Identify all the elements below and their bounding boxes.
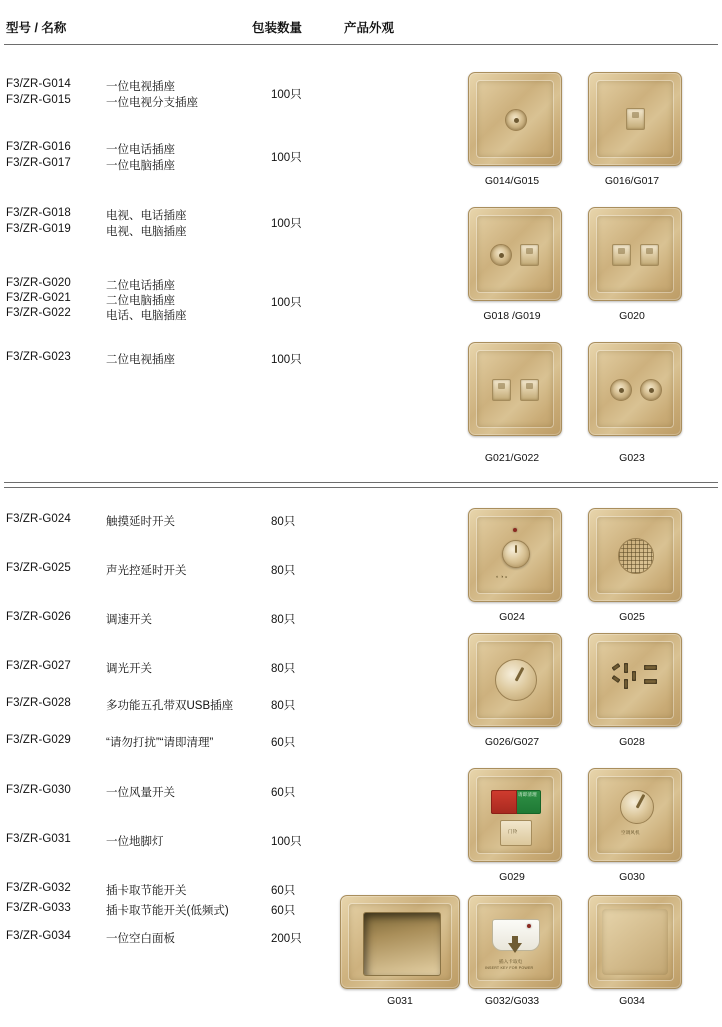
product-code: F3/ZR-G015 (6, 94, 71, 106)
product-qty: 100只 (271, 89, 302, 101)
product-image-g025 (588, 508, 682, 602)
wall-plate (588, 768, 682, 862)
data-jack-icon (612, 244, 631, 266)
socket-hole (624, 679, 628, 689)
wall-plate (588, 508, 682, 602)
wall-plate (468, 207, 562, 301)
image-caption: G029 (499, 871, 525, 883)
tv-jack-icon (640, 379, 662, 401)
product-name: 一位电视分支插座 (106, 97, 198, 109)
wall-plate (468, 768, 562, 862)
plate-face (482, 356, 548, 422)
product-image-g018-g019 (468, 207, 562, 301)
fan-speed-dial-icon (620, 790, 654, 824)
plate-face (482, 522, 548, 588)
plate-face (602, 86, 668, 152)
product-code: F3/ZR-G021 (6, 292, 71, 304)
product-code: F3/ZR-G026 (6, 611, 71, 623)
image-caption: G014/G015 (484, 175, 540, 187)
product-code: F3/ZR-G018 (6, 207, 71, 219)
product-name: 一位电话插座 (106, 144, 175, 156)
product-code: F3/ZR-G033 (6, 902, 71, 914)
product-code: F3/ZR-G017 (6, 157, 71, 169)
product-code: F3/ZR-G025 (6, 562, 71, 574)
product-name: 插卡取节能开关 (106, 885, 187, 897)
socket-hole (632, 671, 636, 681)
product-name: 一位地脚灯 (106, 836, 164, 848)
wall-plate (588, 633, 682, 727)
wall-plate (468, 508, 562, 602)
image-caption: G030 (619, 871, 645, 883)
product-code: F3/ZR-G019 (6, 223, 71, 235)
product-code: F3/ZR-G023 (6, 351, 71, 363)
product-image-g026-g027 (468, 633, 562, 727)
product-code: F3/ZR-G030 (6, 784, 71, 796)
table-header (0, 18, 722, 42)
data-jack-icon (520, 244, 539, 266)
product-name: 调光开关 (106, 663, 152, 675)
header-divider (4, 44, 718, 45)
plate-microtext: ◐ ◑ ◒ (496, 574, 508, 579)
plate-face (482, 221, 548, 287)
product-name: 触摸延时开关 (106, 516, 175, 528)
product-qty: 60只 (271, 787, 296, 799)
product-image-g032-g033 (468, 895, 562, 989)
image-caption: G034 (619, 995, 645, 1007)
product-qty: 200只 (271, 933, 302, 945)
panel-label-bell: 门铃 (508, 829, 518, 834)
product-image-g023 (588, 342, 682, 436)
touch-button-icon (502, 540, 530, 568)
socket-hole (624, 663, 628, 673)
data-jack-icon (626, 108, 645, 130)
product-image-g031 (340, 895, 460, 989)
product-image-g024 (468, 508, 562, 602)
product-qty: 80只 (271, 663, 296, 675)
product-code: F3/ZR-G032 (6, 882, 71, 894)
product-image-g030 (588, 768, 682, 862)
wall-plate (588, 207, 682, 301)
product-image-g021-g022 (468, 342, 562, 436)
product-qty: 80只 (271, 516, 296, 528)
product-qty: 100只 (271, 354, 302, 366)
blank-face (602, 909, 668, 975)
product-qty: 100只 (271, 836, 302, 848)
plate-face (602, 221, 668, 287)
socket-hole (612, 663, 621, 671)
panel-label-insert-en: INSERT KEY FOR POWER (485, 966, 534, 970)
plate-face (482, 86, 548, 152)
wall-plate (468, 342, 562, 436)
column-header-model-name: 型号 / 名称 (6, 21, 67, 35)
product-code: F3/ZR-G028 (6, 697, 71, 709)
product-name: 二位电话插座 (106, 280, 175, 292)
tv-jack-icon (505, 109, 527, 131)
product-qty: 60只 (271, 885, 296, 897)
image-caption: G031 (387, 995, 413, 1007)
plate-face (482, 647, 548, 713)
product-name: 电视、电话插座 (106, 210, 187, 222)
product-name: 调速开关 (106, 614, 152, 626)
product-image-g020 (588, 207, 682, 301)
product-qty: 80只 (271, 565, 296, 577)
product-qty: 100只 (271, 218, 302, 230)
image-caption: G028 (619, 736, 645, 748)
product-name: 一位电脑插座 (106, 160, 175, 172)
doorbell-button[interactable] (500, 820, 532, 846)
product-name: 电话、电脑插座 (106, 310, 187, 322)
rotary-dial-icon (495, 659, 537, 701)
image-caption: G032/G033 (484, 995, 540, 1007)
product-code: F3/ZR-G022 (6, 307, 71, 319)
product-qty: 80只 (271, 614, 296, 626)
do-not-disturb-panel (491, 790, 517, 814)
grille-mesh (619, 539, 653, 573)
wall-plate (588, 342, 682, 436)
usb-port-icon (644, 679, 657, 684)
product-image-g029 (468, 768, 562, 862)
column-header-appearance: 产品外观 (344, 21, 395, 35)
data-jack-icon (640, 244, 659, 266)
plate-face (602, 522, 668, 588)
image-caption: G024 (499, 611, 525, 623)
product-qty: 60只 (271, 737, 296, 749)
product-image-g034 (588, 895, 682, 989)
footlight-recess (363, 912, 441, 976)
product-code: F3/ZR-G014 (6, 78, 71, 90)
product-image-g016-g017 (588, 72, 682, 166)
product-qty: 60只 (271, 905, 296, 917)
product-name: 电视、电脑插座 (106, 226, 187, 238)
product-name: 声光控延时开关 (106, 565, 187, 577)
product-name: 二位电视插座 (106, 354, 175, 366)
product-image-g028 (588, 633, 682, 727)
product-name: “请勿打扰”“请即清理” (106, 737, 214, 749)
plate-face (602, 647, 668, 713)
wall-plate (340, 895, 460, 989)
wall-plate (588, 895, 682, 989)
tv-jack-icon (610, 379, 632, 401)
insert-arrow-icon (508, 943, 522, 953)
section-divider-bottom (4, 487, 718, 488)
product-name: 一位电视插座 (106, 81, 175, 93)
image-caption: G021/G022 (484, 452, 540, 464)
product-name: 插卡取节能开关(低频式) (106, 905, 229, 917)
product-image-g014-g015 (468, 72, 562, 166)
socket-hole (612, 675, 621, 683)
section-divider-top (4, 482, 718, 483)
speaker-grille-icon (618, 538, 654, 574)
indicator-led-icon (527, 924, 531, 928)
image-caption: G018 /G019 (483, 310, 541, 322)
data-jack-icon (520, 379, 539, 401)
product-qty: 80只 (271, 700, 296, 712)
product-code: F3/ZR-G034 (6, 930, 71, 942)
wall-plate (468, 72, 562, 166)
column-header-package-qty: 包装数量 (252, 21, 303, 35)
product-name: 多功能五孔带双USB插座 (106, 700, 234, 712)
product-name: 二位电脑插座 (106, 295, 175, 307)
product-code: F3/ZR-G016 (6, 141, 71, 153)
multifunction-socket-icon (610, 659, 660, 701)
indicator-led-icon (513, 528, 517, 532)
tv-jack-icon (490, 244, 512, 266)
image-caption: G023 (619, 452, 645, 464)
panel-label-clean: 请即清理 (518, 792, 537, 797)
data-jack-icon (492, 379, 511, 401)
image-caption: G025 (619, 611, 645, 623)
plate-face (602, 356, 668, 422)
product-code: F3/ZR-G024 (6, 513, 71, 525)
product-name: 一位风量开关 (106, 787, 175, 799)
panel-label-fan: 空调风机 (621, 830, 640, 835)
image-caption: G020 (619, 310, 645, 322)
wall-plate (468, 895, 562, 989)
image-caption: G016/G017 (604, 175, 660, 187)
product-qty: 100只 (271, 152, 302, 164)
product-code: F3/ZR-G027 (6, 660, 71, 672)
product-name: 一位空白面板 (106, 933, 175, 945)
wall-plate (468, 633, 562, 727)
usb-port-icon (644, 665, 657, 670)
product-code: F3/ZR-G029 (6, 734, 71, 746)
image-caption: G026/G027 (484, 736, 540, 748)
plate-face (602, 782, 668, 848)
product-qty: 100只 (271, 297, 302, 309)
product-code: F3/ZR-G020 (6, 277, 71, 289)
product-code: F3/ZR-G031 (6, 833, 71, 845)
wall-plate (588, 72, 682, 166)
panel-label-insert-cn: 插入卡取电 (499, 959, 523, 964)
plate-face (482, 782, 548, 848)
plate-face (482, 909, 548, 975)
